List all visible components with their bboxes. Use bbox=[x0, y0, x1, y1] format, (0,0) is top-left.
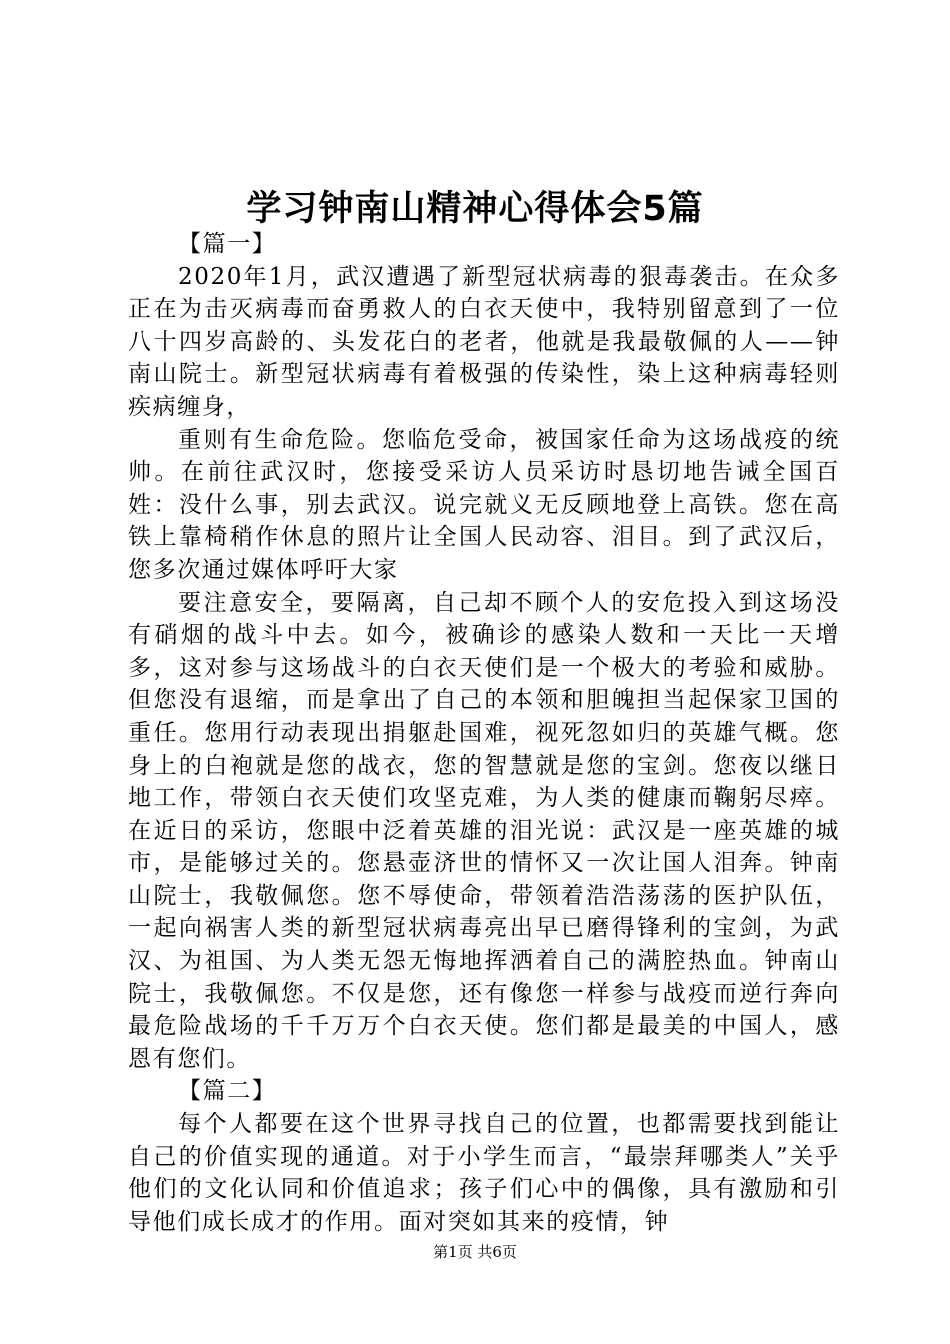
section-heading: 【篇二】 bbox=[178, 1078, 277, 1105]
page-footer: 第1页 共6页 bbox=[433, 1243, 517, 1261]
section-heading: 【篇一】 bbox=[178, 231, 277, 257]
document-title: 学习钟南山精神心得体会5篇 bbox=[246, 189, 704, 229]
document-body bbox=[128, 228, 840, 1238]
paragraph: 每个人都要在这个世界寻找自己的位置，也都需要找到能让自己的价值实现的通道。对于小学生而言，“最崇拜哪类人”关乎他们的文化认同和价值追求；孩子们心中的偶像，具有激励和引导他们成长成才的作用。面对突如其来的疫情，钟 bbox=[128, 1111, 840, 1235]
paragraph: 2020年1月，武汉遭遇了新型冠状病毒的狠毒袭击。在众多正在为击灭病毒而奋勇救人的白衣天使中，我特别留意到了一位八十四岁高龄的、头发花白的老者，他就是我最敬佩的人——钟南山院士。新型冠状病毒有着极强的传染性，染上这种病毒轻则疾病缠身， bbox=[128, 263, 840, 420]
paragraph: 重则有生命危险。您临危受命，被国家任命为这场战疫的统帅。在前往武汉时，您接受采访人员采访时恳切地告诫全国百姓：没什么事，别去武汉。说完就义无反顾地登上高铁。您在高铁上靠椅稍作休息的照片让全国人民动容、泪目。到了武汉后，您多次通过媒体呼吁大家 bbox=[128, 426, 840, 583]
paragraph: 要注意安全，要隔离，自己却不顾个人的安危投入到这场没有硝烟的战斗中去。如今，被确诊的感染人数和一天比一天增多，这对参与这场战斗的白衣天使们是一个极大的考验和威胁。但您没有退缩，而是拿出了自己的本领和胆魄担当起保家卫国的重任。您用行动表现出捐躯赴国难，视死忽如归的英雄气概。您身上的白袍就是您的战衣，您的智慧就是您的宝剑。您夜以继日地工作，带领白衣天使们攻坚克难，为人类的健康而鞠躬尽瘁。在近日的采访，您眼中泛着英雄的泪光说：武汉是一座英雄的城市，是能够过关的。您悬壶济世的情怀又一次让国人泪奔。钟南山院士，我敬佩您。您不辱使命，带领着浩浩荡荡的医护队伍，一起向祸害人类的新型冠状病毒亮出早已磨得锋利的宝剑，为武汉、为祖国、为人类无怨无悔地挥洒着自己的满腔热血。钟南山院士，我敬佩您。不仅是您，还有像您一样参与战疫而逆行奔向最危险战场的千千万万个白衣天使。您们都是最美的中国人，感恩有您们。 bbox=[128, 589, 840, 1072]
